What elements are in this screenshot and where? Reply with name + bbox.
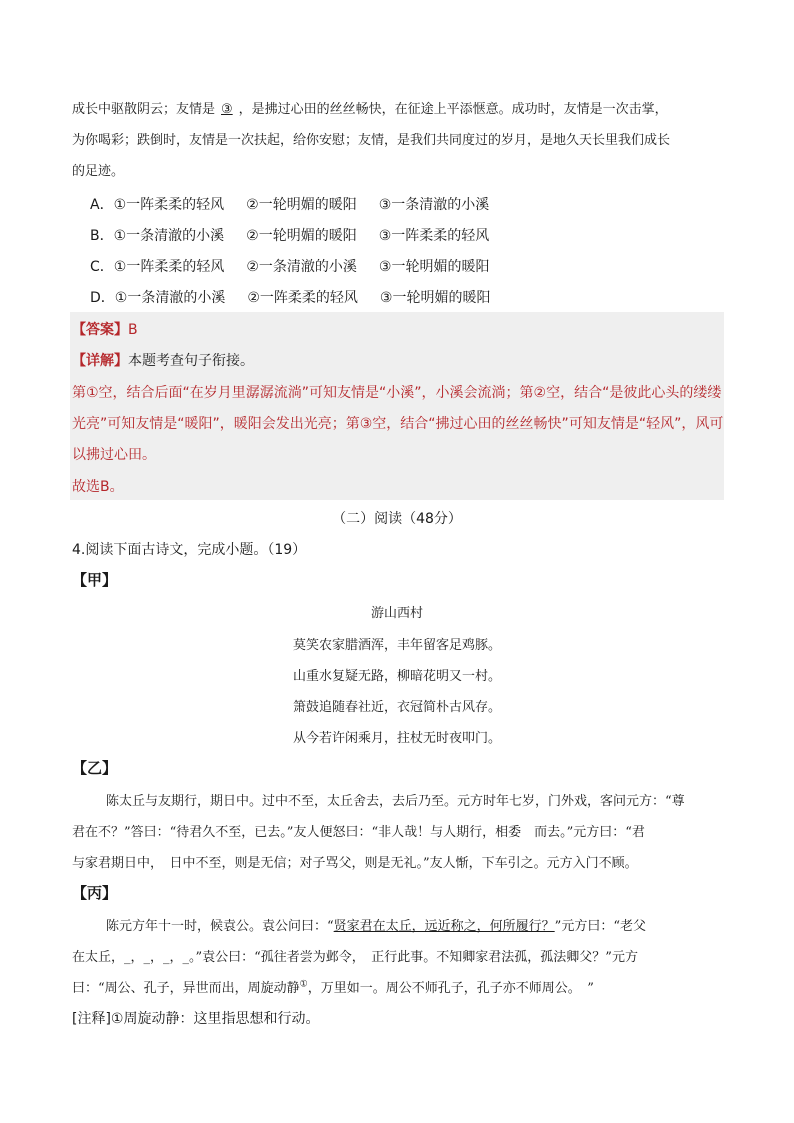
option-part: ②一条清澈的小溪 <box>246 259 357 275</box>
answer-line <box>72 319 138 339</box>
bing-text: ，万里如一。周公不师孔子，孔子亦不师周公。 ” <box>307 981 594 996</box>
option-letter: B． <box>90 228 114 244</box>
bing-line-3 <box>72 977 594 996</box>
option-d <box>90 287 490 307</box>
option-part: ②一轮明媚的暖阳 <box>246 228 357 244</box>
option-part: ③一阵柔柔的轻风 <box>378 228 490 244</box>
detail-text-2: 光亮”可知友情是“暖阳”，暖阳会发出光亮；第③空，结合“拂过心田的丝丝畅快”可知友情是“轻风”，风可 <box>72 416 724 432</box>
option-letter: A． <box>90 197 114 213</box>
yi-line-2: 君在不？”答曰：“待君久不至，已去。”友人便怒曰：“非人哉！与人期行，相委 而去。”元方曰：“君 <box>72 825 645 840</box>
bing-text: 曰：“周公、孔子，异世而出，周旋动静 <box>72 981 300 996</box>
label-yi: 【乙】 <box>72 759 118 777</box>
option-letter: D． <box>90 290 115 306</box>
option-part: ①一阵柔柔的轻风 <box>113 259 225 275</box>
option-b <box>90 225 489 245</box>
poem-line-1: 莫笑农家腊酒浑，丰年留客足鸡豚。 <box>292 638 501 653</box>
answer-box <box>70 312 724 500</box>
option-part: ①一条清澈的小溪 <box>113 228 225 244</box>
answer-tag: 【答案】 <box>72 322 128 338</box>
passage-text: ，是拂过心田的丝丝畅快，在征途上平添惬意。成功时，友情是一次击掌， <box>238 102 668 117</box>
footnote: [注释]①周旋动静：这里指思想和行动。 <box>72 1011 320 1027</box>
poem-title: 游山西村 <box>370 606 423 621</box>
blank-3: ③ <box>221 102 233 117</box>
bing-line-2: 在太丘，_，_，_，_。”袁公曰：“孤往者尝为邺令， 正行此事。不知卿家君法孤，孤法卿父？”元方 <box>72 950 638 965</box>
bing-text: 陈元方年十一时，候袁公。袁公问曰：“ <box>106 919 334 934</box>
section-title: （二）阅读（48分） <box>332 511 462 527</box>
option-c <box>90 256 489 276</box>
detail-line <box>72 350 254 370</box>
option-part: ③一条清澈的小溪 <box>378 197 490 213</box>
poem-line-2: 山重水复疑无路，柳暗花明又一村。 <box>292 669 501 684</box>
option-part: ②一阵柔柔的轻风 <box>247 290 358 306</box>
option-part: ③一轮明媚的暖阳 <box>379 290 491 306</box>
bing-line-1 <box>106 915 646 934</box>
label-jia: 【甲】 <box>72 571 118 589</box>
detail-text-1: 第①空，结合后面“在岁月里潺潺流淌”可知友情是“小溪”，小溪会流淌；第②空，结合“是彼此心头的缕缕 <box>72 385 722 401</box>
option-part: ③一轮明媚的暖阳 <box>378 259 490 275</box>
answer-value: B <box>128 322 138 338</box>
question-prompt: 4.阅读下面古诗文，完成小题。（19） <box>72 542 307 558</box>
yi-line-1: 陈太丘与友期行，期日中。过中不至，太丘舍去，去后乃至。元方时年七岁，门外戏，客问元方：“尊 <box>106 794 685 809</box>
passage-text: 成长中驱散阴云；友情是 <box>72 102 216 117</box>
detail-tag: 【详解】 <box>72 353 128 369</box>
poem-line-3: 箫鼓追随春社近，衣冠简朴古风存。 <box>292 700 501 715</box>
poem-line-4: 从今若许闲乘月，拄杖无时夜叩门。 <box>292 731 501 746</box>
detail-text-3: 以拂过心田。 <box>72 447 156 463</box>
bing-text: ”元方曰：“老父 <box>554 919 646 934</box>
option-part: ②一轮明媚的暖阳 <box>246 197 357 213</box>
option-part: ①一条清澈的小溪 <box>114 290 226 306</box>
yi-line-3: 与家君期日中， 日中不至，则是无信；对子骂父，则是无礼。”友人惭，下车引之。元方入门不顾。 <box>72 856 638 871</box>
conclusion: 故选B。 <box>72 479 124 495</box>
label-bing: 【丙】 <box>72 884 118 902</box>
footnote-marker: ① <box>299 979 308 990</box>
passage-line-2: 为你喝彩；跌倒时，友情是一次扶起，给你安慰；友情，是我们共同度过的岁月，是地久天长里我们成长 <box>72 133 671 148</box>
underlined-question: 贤家君在太丘，远近称之，何所履行？ <box>333 919 555 934</box>
detail-intro: 本题考查句子衔接。 <box>128 353 254 369</box>
option-letter: C． <box>90 259 114 275</box>
passage-line-3: 的足迹。 <box>72 164 125 179</box>
option-part: ①一阵柔柔的轻风 <box>113 197 225 213</box>
passage-line-1 <box>72 94 668 125</box>
option-a <box>90 194 489 214</box>
